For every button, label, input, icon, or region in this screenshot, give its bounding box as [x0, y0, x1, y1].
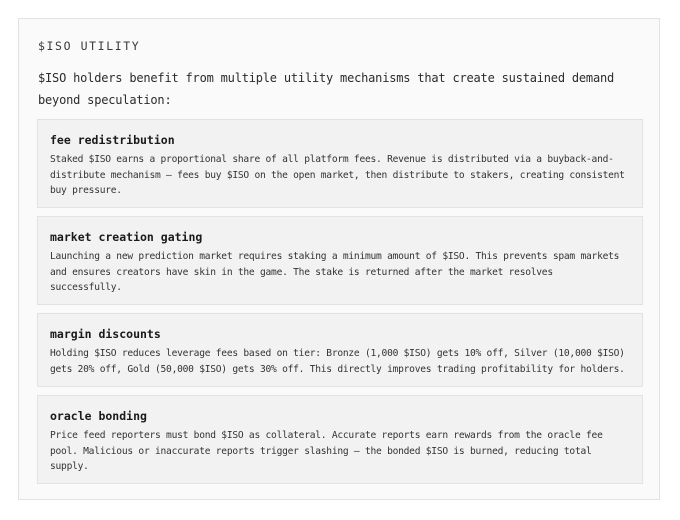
utility-card-market-creation-gating: [37, 216, 643, 305]
utility-card-fee-redistribution: [37, 119, 643, 208]
card-description: Launching a new prediction market requires staking a minimum amount of $ISO. This prevents spam markets and ensures creators have skin in the game. The stake is returned after the market resolves successfully.: [50, 251, 620, 293]
card-description: Price feed reporters must bond $ISO as collateral. Accurate reports earn rewards from the oracle fee pool. Malicious or inaccurate reports trigger slashing — the bonded $ISO is burned, reducing total supply.: [50, 430, 603, 472]
card-title: margin discounts: [50, 327, 161, 341]
utility-card-margin-discounts: [37, 313, 643, 387]
utility-card-oracle-bonding: [37, 395, 643, 484]
utility-panel: [18, 18, 660, 500]
card-title: oracle bonding: [50, 409, 147, 423]
card-title: fee redistribution: [50, 133, 175, 147]
card-description: Staked $ISO earns a proportional share of all platform fees. Revenue is distributed via a buyback-and-distribute mechanism — fees buy $ISO on the open market, then distribute to stakers, creating consistent buy pressure.: [50, 154, 625, 196]
card-title: market creation gating: [50, 230, 203, 244]
intro-text: $ISO holders benefit from multiple utility mechanisms that create sustained demand beyond speculation:: [38, 71, 615, 107]
section-title: $ISO UTILITY: [38, 39, 141, 53]
card-description: Holding $ISO reduces leverage fees based on tier: Bronze (1,000 $ISO) gets 10% off, Silver (10,000 $ISO) gets 20% off, Gold (50,000 $ISO) gets 30% off. This directly improves trading profitability for holders.: [50, 348, 625, 375]
